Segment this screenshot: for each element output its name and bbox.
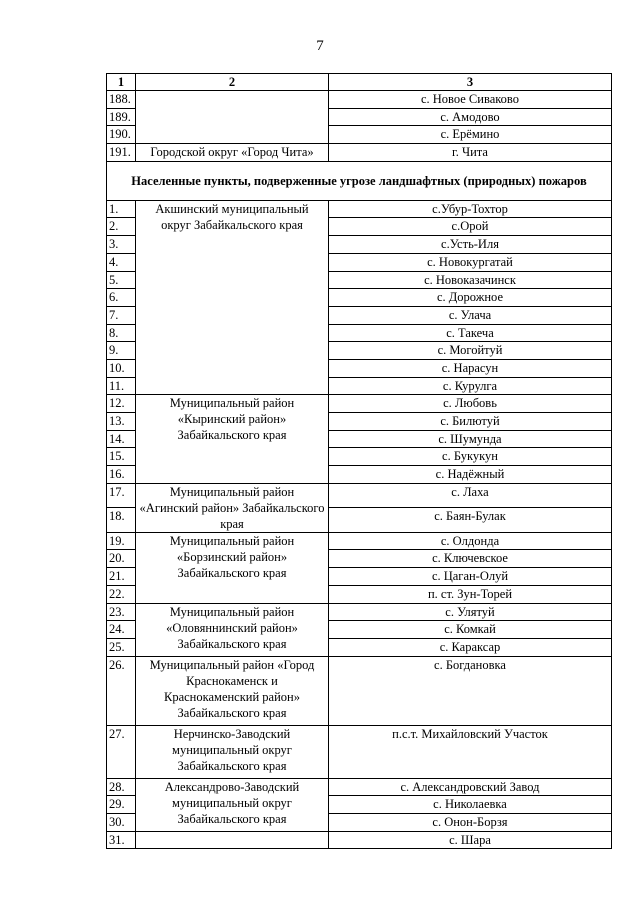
- locality-cell: с. Лаха: [329, 483, 612, 508]
- header-col-2: 2: [136, 74, 329, 91]
- row-number: 189.: [107, 108, 136, 126]
- locality-cell: с. Амодово: [329, 108, 612, 126]
- row-number: 19.: [107, 532, 136, 550]
- locality-cell: с. Такеча: [329, 324, 612, 342]
- district-cell: [136, 91, 329, 144]
- table-row: [107, 656, 612, 725]
- locality-cell: с. Букукун: [329, 448, 612, 466]
- locality-cell: г. Чита: [329, 144, 612, 162]
- section-title: Населенные пункты, подверженные угрозе ландшафтных (природных) пожаров: [107, 161, 612, 200]
- row-number: 8.: [107, 324, 136, 342]
- locality-cell: с. Курулга: [329, 377, 612, 395]
- locality-cell: п.с.т. Михайловский Участок: [329, 725, 612, 778]
- row-number: 25.: [107, 638, 136, 656]
- locality-cell: с. Шара: [329, 831, 612, 849]
- locality-cell: с. Ключевское: [329, 550, 612, 568]
- locality-cell: с. Новокургатай: [329, 253, 612, 271]
- row-number: 17.: [107, 483, 136, 508]
- row-number: 31.: [107, 831, 136, 849]
- locality-cell: с. Любовь: [329, 395, 612, 413]
- table-row: [107, 483, 612, 508]
- district-cell: Муниципальный район «Агинский район» Забайкальского края: [136, 483, 329, 532]
- row-number: 12.: [107, 395, 136, 413]
- row-number: 2.: [107, 218, 136, 236]
- row-number: 26.: [107, 656, 136, 725]
- locality-cell: с. Комкай: [329, 621, 612, 639]
- table-row: [107, 725, 612, 778]
- locality-cell: с. Караксар: [329, 638, 612, 656]
- table-body: [107, 91, 612, 849]
- locality-cell: с. Ерёмино: [329, 126, 612, 144]
- district-cell: Муниципальный район «Город Краснокаменск и Краснокаменский район» Забайкальского края: [136, 656, 329, 725]
- table-row: [107, 200, 612, 218]
- locality-cell: с. Нарасун: [329, 359, 612, 377]
- row-number: 7.: [107, 306, 136, 324]
- table-row: [107, 395, 612, 413]
- settlements-table: [106, 73, 612, 849]
- row-number: 13.: [107, 413, 136, 431]
- row-number: 191.: [107, 144, 136, 162]
- row-number: 23.: [107, 603, 136, 621]
- row-number: 1.: [107, 200, 136, 218]
- row-number: 9.: [107, 342, 136, 360]
- row-number: 5.: [107, 271, 136, 289]
- header-col-1: 1: [107, 74, 136, 91]
- district-cell: Александрово-Заводский муниципальный округ Забайкальского края: [136, 778, 329, 831]
- locality-cell: с. Надёжный: [329, 466, 612, 484]
- locality-cell: п. ст. Зун-Торей: [329, 585, 612, 603]
- locality-cell: с. Билютуй: [329, 413, 612, 431]
- table-row: [107, 91, 612, 109]
- header-col-3: 3: [329, 74, 612, 91]
- locality-cell: с.Орой: [329, 218, 612, 236]
- district-cell: Акшинский муниципальный округ Забайкальского края: [136, 200, 329, 395]
- row-number: 28.: [107, 778, 136, 796]
- district-cell: Нерчинско-Заводский муниципальный округ Забайкальского края: [136, 725, 329, 778]
- row-number: 24.: [107, 621, 136, 639]
- table-row: [107, 144, 612, 162]
- district-cell: Муниципальный район «Оловяннинский район» Забайкальского края: [136, 603, 329, 656]
- row-number: 10.: [107, 359, 136, 377]
- locality-cell: с. Дорожное: [329, 289, 612, 307]
- table-row: [107, 778, 612, 796]
- district-cell: [136, 831, 329, 849]
- table-row: [107, 532, 612, 550]
- locality-cell: с. Новоказачинск: [329, 271, 612, 289]
- table-row: [107, 603, 612, 621]
- row-number: 4.: [107, 253, 136, 271]
- district-cell: Муниципальный район «Борзинский район» Забайкальского края: [136, 532, 329, 603]
- locality-cell: с. Шумунда: [329, 430, 612, 448]
- row-number: 21.: [107, 568, 136, 586]
- locality-cell: с. Александровский Завод: [329, 778, 612, 796]
- header-row: [107, 74, 612, 91]
- locality-cell: с. Онон-Борзя: [329, 813, 612, 831]
- row-number: 3.: [107, 236, 136, 254]
- row-number: 15.: [107, 448, 136, 466]
- locality-cell: с. Улятуй: [329, 603, 612, 621]
- locality-cell: с. Олдонда: [329, 532, 612, 550]
- locality-cell: с. Новое Сиваково: [329, 91, 612, 109]
- locality-cell: с. Николаевка: [329, 796, 612, 814]
- row-number: 190.: [107, 126, 136, 144]
- row-number: 27.: [107, 725, 136, 778]
- row-number: 14.: [107, 430, 136, 448]
- locality-cell: с. Баян-Булак: [329, 508, 612, 533]
- table-row: [107, 831, 612, 849]
- row-number: 22.: [107, 585, 136, 603]
- row-number: 6.: [107, 289, 136, 307]
- district-cell: Муниципальный район «Кыринский район» Забайкальского края: [136, 395, 329, 483]
- page-number: 7: [316, 38, 324, 54]
- locality-cell: с. Улача: [329, 306, 612, 324]
- locality-cell: с. Богдановка: [329, 656, 612, 725]
- row-number: 16.: [107, 466, 136, 484]
- district-cell: Городской округ «Город Чита»: [136, 144, 329, 162]
- locality-cell: с.Усть-Иля: [329, 236, 612, 254]
- row-number: 11.: [107, 377, 136, 395]
- locality-cell: с. Могойтуй: [329, 342, 612, 360]
- section-row: [107, 161, 612, 200]
- row-number: 30.: [107, 813, 136, 831]
- locality-cell: с. Цаган-Олуй: [329, 568, 612, 586]
- row-number: 29.: [107, 796, 136, 814]
- row-number: 20.: [107, 550, 136, 568]
- row-number: 18.: [107, 508, 136, 533]
- locality-cell: с.Убур-Тохтор: [329, 200, 612, 218]
- row-number: 188.: [107, 91, 136, 109]
